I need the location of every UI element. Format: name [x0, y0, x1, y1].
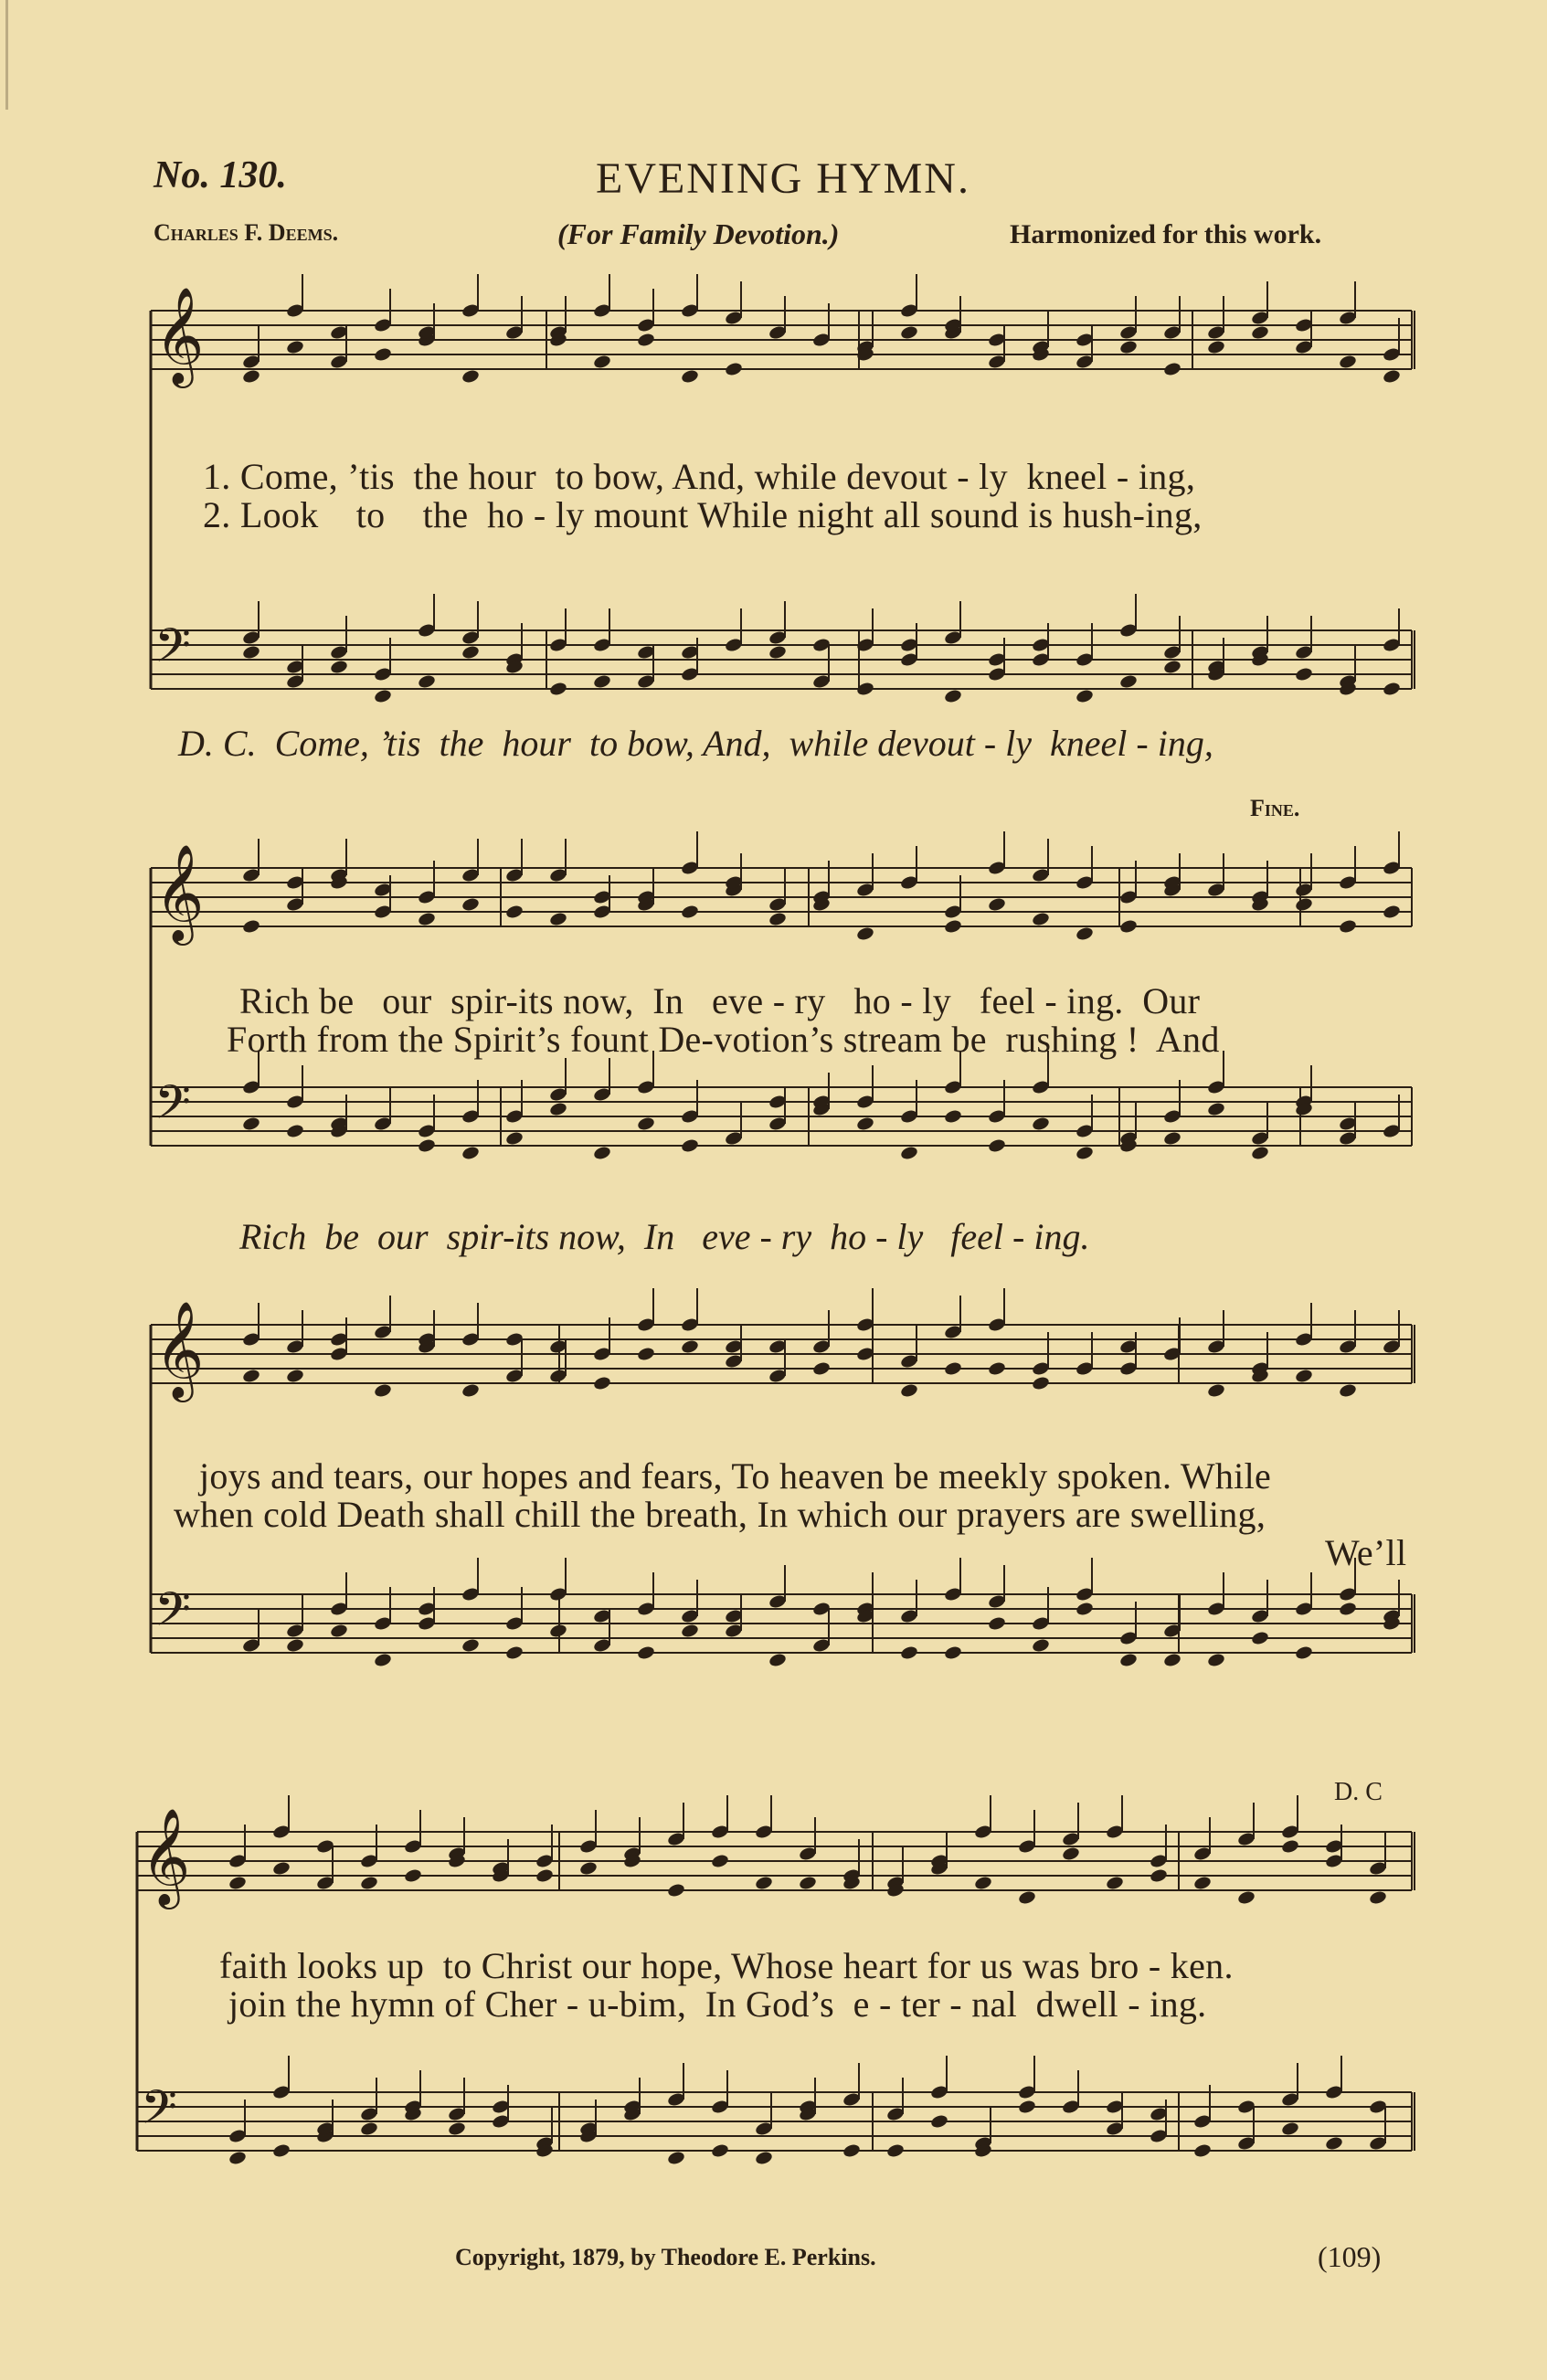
note-head — [855, 1116, 874, 1131]
note-head — [548, 1101, 567, 1116]
note-head — [710, 1853, 729, 1868]
note-head — [680, 1137, 699, 1153]
note-head — [768, 1652, 787, 1667]
note-head — [285, 1123, 304, 1138]
note-head — [724, 361, 743, 376]
note-head — [1075, 688, 1094, 703]
note-head — [1324, 2135, 1343, 2151]
note-head — [228, 1875, 247, 1890]
system-2-verse-2: Forth from the Spirit’s fount De-votion’s stream be rushing ! And — [227, 1019, 1220, 1060]
note-head — [373, 346, 392, 362]
note-head — [285, 339, 304, 354]
note-head — [241, 918, 260, 934]
note-head — [241, 1116, 260, 1131]
note-head — [899, 1645, 918, 1660]
dc-marking: D. C — [1334, 1778, 1383, 1806]
note-head — [943, 688, 962, 703]
note-head — [373, 1382, 392, 1398]
note-head — [461, 1382, 480, 1398]
note-head — [680, 368, 699, 384]
note-head — [329, 1623, 348, 1638]
note-head — [461, 896, 480, 912]
note-head — [1118, 673, 1138, 689]
arrangement: Harmonized for this work. — [1010, 219, 1322, 249]
system-1-verse-2: 2. Look to the ho - ly mount While night all sound is hush-ing, — [203, 494, 1203, 535]
note-head — [1017, 2099, 1036, 2114]
note-head — [461, 368, 480, 384]
note-head — [1075, 926, 1094, 941]
note-head — [842, 2142, 861, 2158]
bass-clef: 𝄢 — [141, 2079, 177, 2146]
note-head — [1031, 1637, 1050, 1653]
note-head — [228, 2150, 247, 2165]
note-head — [1338, 1601, 1357, 1616]
note-head — [666, 2150, 685, 2165]
note-head — [504, 1130, 524, 1146]
system-4-verse-2: join the hymn of Cher - u-bim, In God’s e - ter - nal dwell - ing. — [228, 1983, 1207, 2025]
note-head — [1017, 1889, 1036, 1905]
note-head — [754, 2150, 773, 2165]
note-head — [241, 644, 260, 660]
note-head — [1118, 918, 1138, 934]
copyright: Copyright, 1879, by Theodore E. Perkins. — [455, 2244, 876, 2270]
note-head — [987, 1360, 1006, 1376]
note-head — [1250, 1145, 1269, 1160]
note-head — [548, 911, 567, 926]
bass-clef: 𝄢 — [154, 1074, 191, 1141]
note-head — [504, 904, 524, 919]
note-head — [417, 911, 436, 926]
note-head — [1206, 1382, 1225, 1398]
note-head — [592, 673, 611, 689]
note-head — [1280, 1838, 1299, 1854]
note-head — [504, 1645, 524, 1660]
note-head — [592, 1375, 611, 1391]
note-head — [987, 1137, 1006, 1153]
note-head — [578, 1860, 598, 1876]
note-head — [271, 2142, 291, 2158]
note-head — [855, 926, 874, 941]
system-2-bass-text: Rich be our spir-its now, In eve - ry ho - ly feel - ing. — [239, 1216, 1090, 1257]
note-head — [710, 2142, 729, 2158]
system-2-verse-1: Rich be our spir-its now, In eve - ry ho - ly feel - ing. Our — [239, 980, 1201, 1021]
note-head — [1338, 918, 1357, 934]
note-head — [943, 1360, 962, 1376]
note-head — [241, 1368, 260, 1383]
note-head — [403, 1867, 422, 1883]
note-head — [943, 1108, 962, 1124]
note-head — [1250, 324, 1269, 340]
note-head — [1149, 1867, 1168, 1883]
note-head — [636, 1645, 655, 1660]
author: Charles F. Deems. — [154, 219, 339, 246]
note-head — [1162, 361, 1181, 376]
note-head — [461, 1145, 480, 1160]
occasion: (For Family Devotion.) — [557, 217, 840, 250]
note-head — [811, 1360, 831, 1376]
note-head — [1031, 1116, 1050, 1131]
note-head — [1162, 1652, 1181, 1667]
note-head — [592, 354, 611, 369]
note-head — [241, 368, 260, 384]
note-head — [1382, 681, 1401, 696]
note-head — [943, 1645, 962, 1660]
system-4-verse-1: faith looks up to Christ our hope, Whose heart for us was bro - ken. — [219, 1945, 1234, 1986]
note-head — [1250, 1630, 1269, 1645]
note-head — [271, 1860, 291, 1876]
treble-clef: 𝄞 — [141, 1807, 191, 1905]
note-head — [987, 896, 1006, 912]
note-head — [1294, 666, 1313, 682]
note-head — [329, 659, 348, 674]
note-head — [1061, 1846, 1080, 1861]
note-head — [285, 1368, 304, 1383]
system-1-verse-1: 1. Come, ’tis the hour to bow, And, while devout - ly kneel - ing, — [203, 456, 1196, 497]
note-head — [1382, 904, 1401, 919]
note-head — [285, 1637, 304, 1653]
note-head — [899, 1145, 918, 1160]
page-number: (109) — [1318, 2240, 1382, 2273]
note-head — [373, 1652, 392, 1667]
note-head — [680, 904, 699, 919]
fine-marking: Fine. — [1250, 795, 1300, 821]
note-head — [548, 1623, 567, 1638]
note-head — [1031, 1375, 1050, 1391]
note-head — [943, 918, 962, 934]
note-head — [592, 1145, 611, 1160]
treble-clef: 𝄞 — [154, 843, 205, 941]
note-head — [1236, 1889, 1256, 1905]
note-head — [1294, 1645, 1313, 1660]
hymn-number: No. 130. — [154, 154, 287, 196]
note-head — [1162, 659, 1181, 674]
bass-clef: 𝄢 — [154, 1581, 191, 1648]
treble-clef: 𝄞 — [154, 286, 205, 384]
note-head — [636, 1116, 655, 1131]
note-head — [1294, 896, 1313, 912]
note-head — [359, 1875, 378, 1890]
note-head — [666, 1882, 685, 1898]
note-head — [1162, 1130, 1181, 1146]
note-head — [359, 2121, 378, 2136]
note-head — [1105, 1875, 1124, 1890]
note-head — [535, 1867, 554, 1883]
system-1-bass-text: D. C. Come, ’tis the hour to bow, And, while devout - ly kneel - ing, — [178, 723, 1213, 764]
note-head — [1075, 1601, 1094, 1616]
bass-clef: 𝄢 — [154, 618, 191, 684]
note-head — [1338, 354, 1357, 369]
note-head — [1280, 2121, 1299, 2136]
note-head — [680, 1623, 699, 1638]
note-head — [636, 332, 655, 347]
note-head — [1294, 1368, 1313, 1383]
note-head — [987, 1615, 1006, 1631]
note-head — [1031, 911, 1050, 926]
system-3-verse-2-continuation: We’ll — [1325, 1532, 1407, 1573]
note-head — [768, 911, 787, 926]
note-head — [885, 2142, 905, 2158]
note-head — [768, 644, 787, 660]
note-head — [899, 1382, 918, 1398]
note-head — [1118, 339, 1138, 354]
note-head — [373, 688, 392, 703]
note-head — [548, 681, 567, 696]
system-3-verse-2: when cold Death shall chill the breath, In which our prayers are swelling, — [174, 1494, 1266, 1535]
hymn-title: EVENING HYMN. — [596, 154, 970, 203]
note-head — [929, 2113, 948, 2129]
note-head — [417, 673, 436, 689]
note-head — [1206, 339, 1225, 354]
system-3-verse-1: joys and tears, our hopes and fears, To heaven be meekly spoken. While — [199, 1455, 1272, 1497]
note-head — [1206, 1101, 1225, 1116]
note-head — [680, 1338, 699, 1354]
note-head — [1338, 1382, 1357, 1398]
note-head — [636, 1346, 655, 1361]
note-head — [798, 1875, 817, 1890]
note-head — [754, 1875, 773, 1890]
note-head — [461, 1637, 480, 1653]
note-head — [899, 324, 918, 340]
note-head — [447, 2121, 466, 2136]
note-head — [1075, 1145, 1094, 1160]
note-head — [417, 1137, 436, 1153]
note-head — [973, 1875, 992, 1890]
note-head — [1206, 1652, 1225, 1667]
treble-clef: 𝄞 — [154, 1300, 205, 1398]
note-head — [1192, 2142, 1212, 2158]
note-head — [1118, 1652, 1138, 1667]
note-head — [1368, 1889, 1387, 1905]
note-head — [461, 644, 480, 660]
note-head — [1192, 1875, 1212, 1890]
note-head — [1382, 368, 1401, 384]
